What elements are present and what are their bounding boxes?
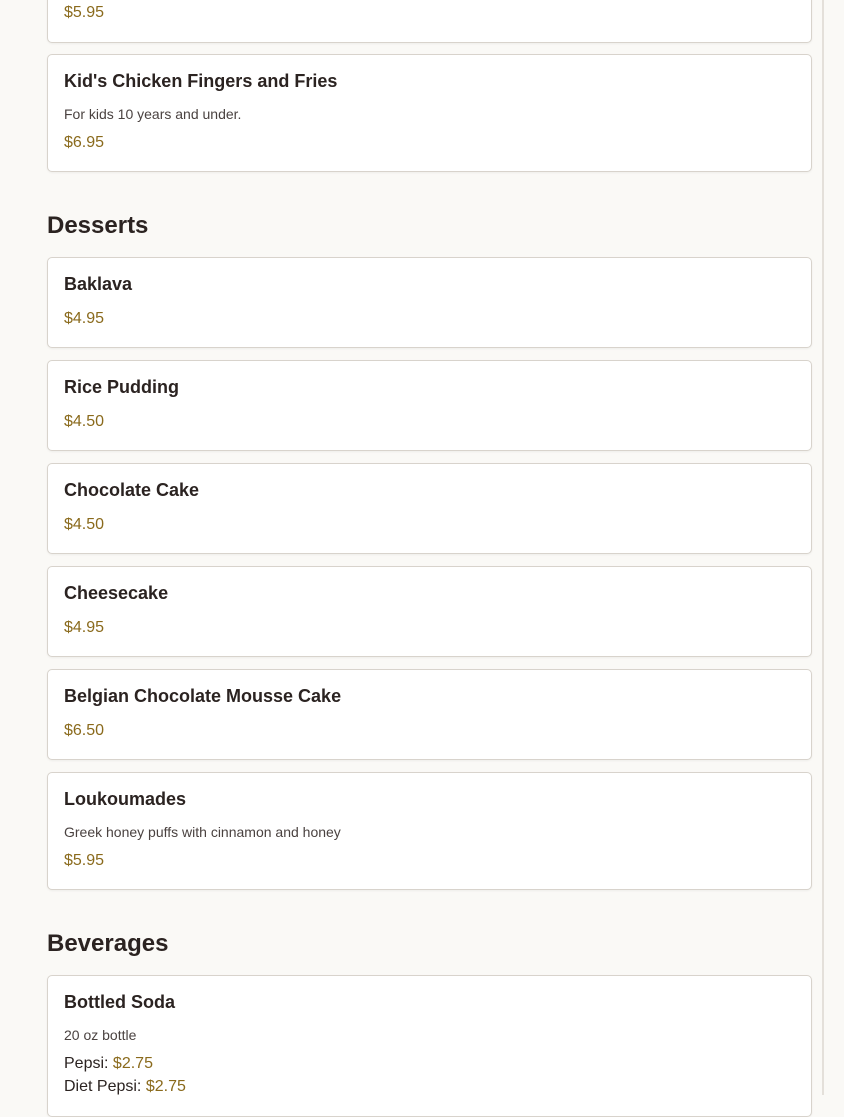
item-name: Belgian Chocolate Mousse Cake: [64, 686, 342, 706]
item-price: $5.95: [64, 4, 105, 21]
option-price: $2.75: [145, 1078, 186, 1095]
menu-item-card[interactable]: [47, 975, 812, 1117]
item-name: Bottled Soda: [64, 992, 175, 1012]
item-name: Baklava: [64, 274, 133, 294]
section-title-beverages: Beverages: [47, 930, 169, 957]
item-name: Loukoumades: [64, 789, 187, 809]
item-price: $6.50: [64, 722, 105, 739]
menu-item-card[interactable]: [47, 669, 812, 760]
menu-item-card[interactable]: [47, 257, 812, 348]
item-name: Rice Pudding: [64, 377, 180, 397]
item-name: Chocolate Cake: [64, 480, 200, 500]
option-line-pepsi: [64, 1055, 153, 1073]
section-title-desserts: Desserts: [47, 212, 149, 239]
item-name: Cheesecake: [64, 583, 169, 603]
item-name: Kid's Chicken Fingers and Fries: [64, 71, 338, 91]
item-price: $4.50: [64, 516, 105, 533]
menu-item-card[interactable]: [47, 463, 812, 554]
item-price: $5.95: [64, 852, 105, 869]
menu-item-card[interactable]: [47, 360, 812, 451]
item-price: $6.95: [64, 134, 105, 151]
option-price: $2.75: [112, 1055, 153, 1072]
option-label: Diet Pepsi:: [64, 1078, 142, 1095]
menu-item-card[interactable]: [47, 566, 812, 657]
item-price: $4.95: [64, 310, 105, 327]
menu-item-card[interactable]: [47, 0, 812, 43]
item-description: For kids 10 years and under.: [64, 106, 242, 122]
option-label: Pepsi:: [64, 1055, 109, 1072]
item-price: $4.95: [64, 619, 105, 636]
menu-item-card[interactable]: [47, 54, 812, 172]
item-price: $4.50: [64, 413, 105, 430]
item-description: 20 oz bottle: [64, 1027, 137, 1043]
menu-item-card[interactable]: [47, 772, 812, 890]
option-line-diet-pepsi: [64, 1078, 186, 1096]
item-description: Greek honey puffs with cinnamon and honey: [64, 824, 341, 840]
scroll-edge: [822, 0, 824, 1095]
